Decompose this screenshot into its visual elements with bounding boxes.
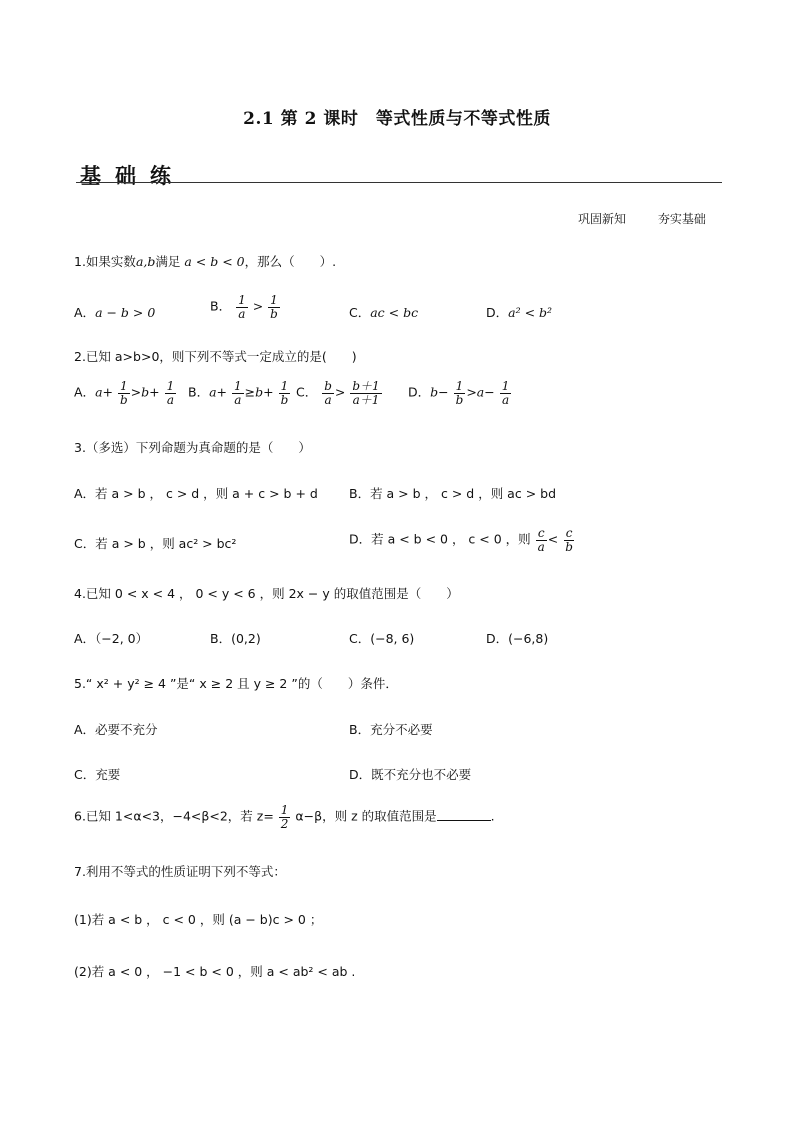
q5-option-a: A．必要不充分 — [74, 722, 158, 737]
q3-option-d: D．若 a < b < 0 ， c < 0 ，则 $\frac{c}{a}$ < $\frac{c}{b}$ — [349, 526, 573, 554]
q5-option-c: C．充要 — [74, 767, 121, 782]
q3-option-c: C．若 a > b ，则 ac² > bc² — [74, 536, 237, 551]
q4-option-d: D．(−6,8) — [486, 631, 549, 646]
q2-option-d: D．b− $\frac{1}{b}$ >a− $\frac{1}{a}$ — [408, 379, 510, 407]
q4-option-b: B．(0,2) — [210, 631, 261, 646]
q7-part-1: (1)若 a < b ， c < 0 ，则 (a − b)c > 0 ； — [74, 912, 323, 927]
q1-option-b: B． $\frac{1}{a}$ > $\frac{1}{b}$ — [210, 293, 278, 321]
question-7-stem: 7.利用不等式的性质证明下列不等式： — [74, 864, 286, 879]
section-divider — [76, 182, 722, 183]
question-3-stem: 3.（多选）下列命题为真命题的是（ ） — [74, 440, 311, 455]
q2-option-a: A．a+ $\frac{1}{b}$ >b+ $\frac{1}{a}$ — [74, 379, 175, 407]
page-title: 2.1 第 2 课时 等式性质与不等式性质 — [243, 109, 551, 129]
question-2-stem: 2.已知 a>b>0，则下列不等式一定成立的是( ) — [74, 349, 357, 364]
section-tags — [578, 210, 734, 227]
question-4-stem: 4.已知 0 < x < 4 ， 0 < y < 6 ，则 2x − y 的取值范围是（ ） — [74, 586, 459, 601]
q4-option-c: C．(−8, 6) — [349, 631, 415, 646]
q7-part-2: (2)若 a < 0 ， −1 < b < 0 ，则 a < ab² < ab . — [74, 964, 356, 979]
q2-option-b: B．a+ $\frac{1}{a}$ ≥b+ $\frac{1}{b}$ — [188, 379, 289, 407]
question-5-stem: 5.“ x² + y² ≥ 4 ”是“ x ≥ 2 且 y ≥ 2 ”的（ ）条件． — [74, 676, 398, 691]
answer-blank[interactable] — [437, 808, 491, 821]
q5-option-b: B．充分不必要 — [349, 722, 433, 737]
q5-option-d: D．既不充分也不必要 — [349, 767, 472, 782]
tag-consolidate: 巩固新知 — [578, 212, 627, 226]
q1-option-a: A．a − b > 0 — [74, 305, 156, 320]
tag-foundation: 夯实基础 — [657, 212, 706, 226]
q1-option-d: D．a² < b² — [486, 305, 553, 320]
section-heading: 基础练 — [80, 164, 185, 188]
q2-option-c: C． $\frac{b}{a}$ > $\frac{b+1}{a+1}$ — [296, 379, 380, 407]
question-6: 6.已知 1<α<3，−4<β<2，若 z= $\frac{1}{2}$ α−β，则 z 的取值范围是 . — [74, 803, 495, 831]
question-1-stem: 1.如果实数a,b满足 a < b < 0，那么（ ）. — [74, 254, 337, 269]
q3-option-a: A．若 a > b ， c > d ，则 a + c > b + d — [74, 486, 318, 501]
q3-option-b: B．若 a > b ， c > d ，则 ac > bd — [349, 486, 557, 501]
q1-option-c: C．ac < bc — [349, 305, 419, 320]
q4-option-a: A．（−2, 0） — [74, 631, 149, 646]
